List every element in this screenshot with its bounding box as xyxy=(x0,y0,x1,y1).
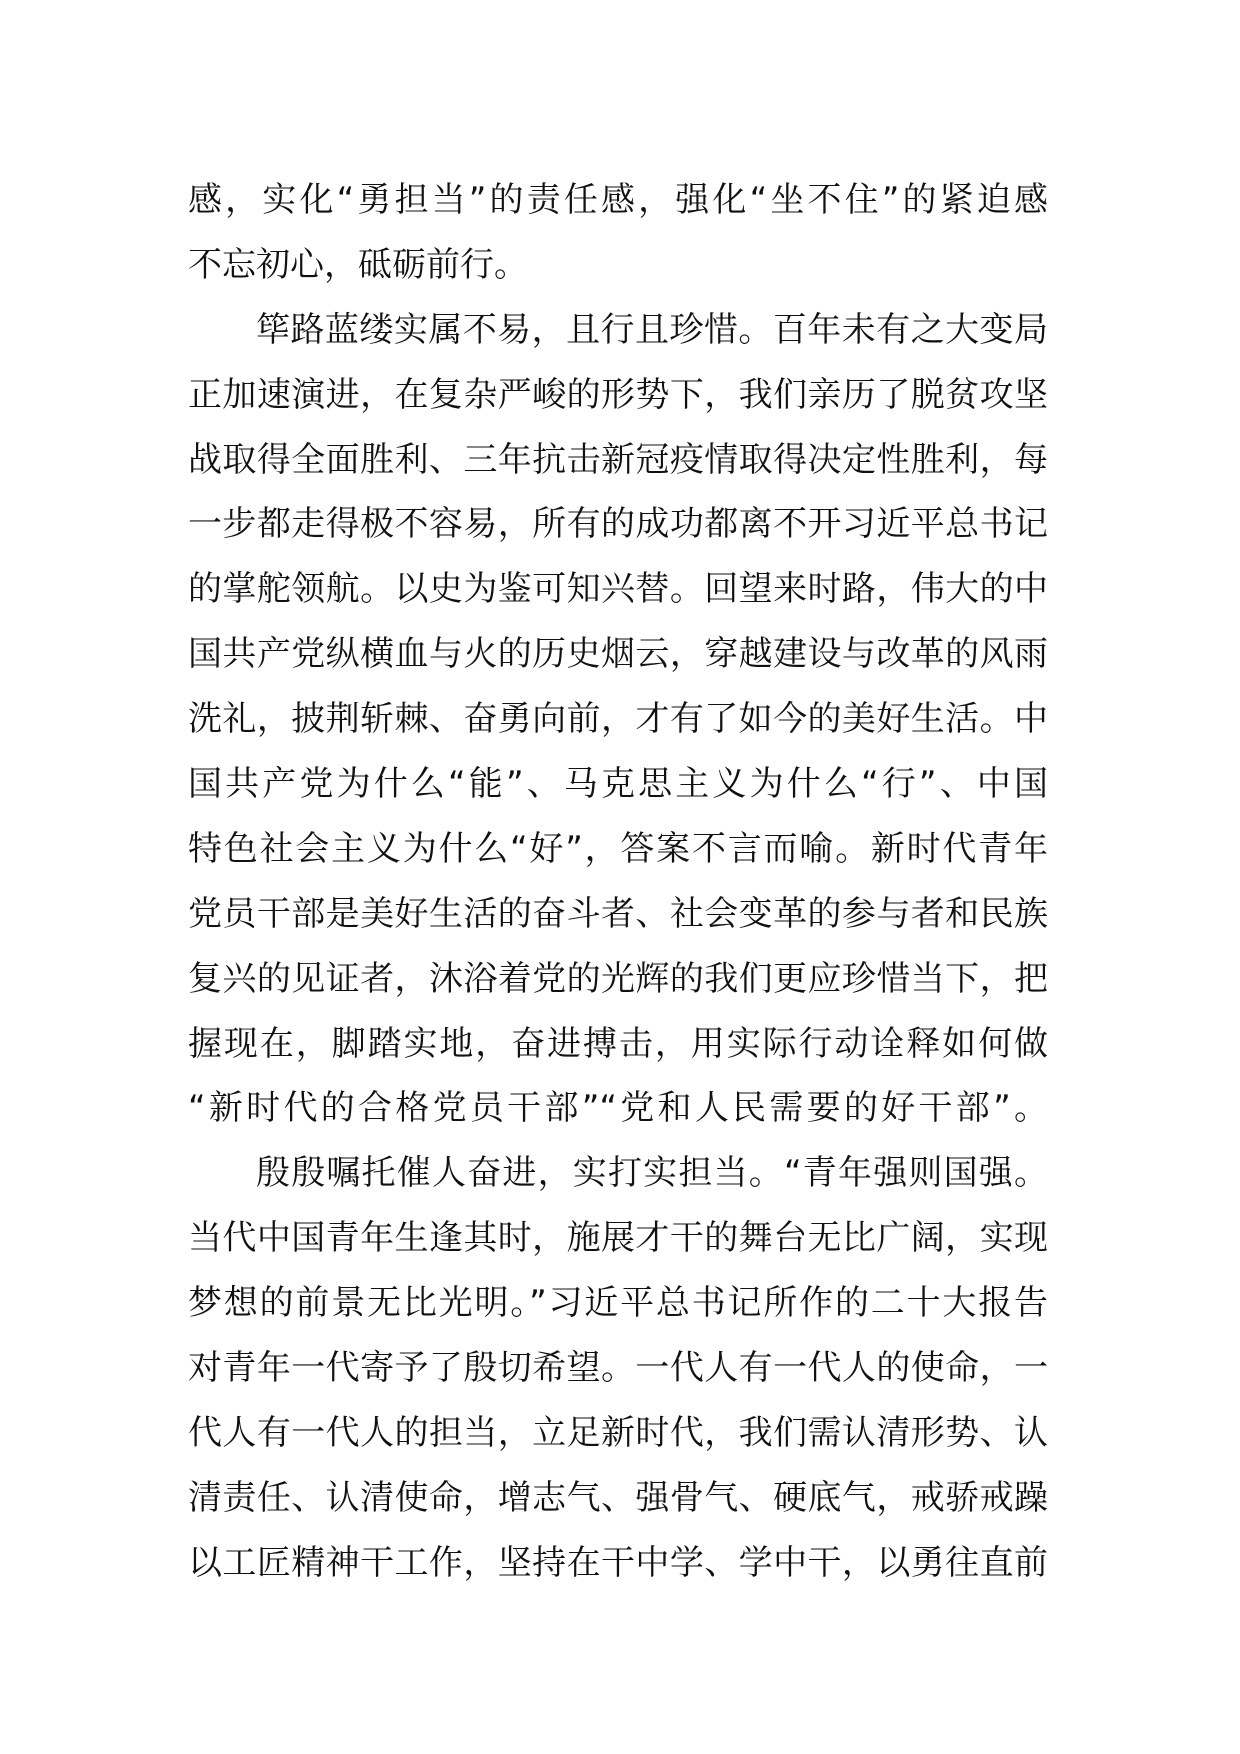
text-line: 不忘初心，砥砺前行。 xyxy=(188,244,528,285)
text-line: “新时代的合格党员干部”“党和人民需要的好干部”。 xyxy=(188,1088,1048,1129)
text-line: 国共产党为什么“能”、马克思主义为什么“行”、中国 xyxy=(188,764,1048,805)
document-body xyxy=(188,168,1048,1596)
text-line: 复兴的见证者，沐浴着党的光辉的我们更应珍惜当下，把 xyxy=(188,958,1048,999)
text-line: 梦想的前景无比光明。”习近平总书记所作的二十大报告 xyxy=(188,1283,1048,1324)
text-line: 以工匠精神干工作，坚持在干中学、学中干，以勇往直前 xyxy=(188,1542,1048,1583)
text-line: 洗礼，披荆斩棘、奋勇向前，才有了如今的美好生活。中 xyxy=(188,699,1048,740)
text-line: 当代中国青年生逢其时，施展才干的舞台无比广阔，实现 xyxy=(188,1218,1048,1259)
text-line: 对青年一代寄予了殷切希望。一代人有一代人的使命，一 xyxy=(188,1348,1048,1389)
text-line: 的掌舵领航。以史为鉴可知兴替。回望来时路，伟大的中 xyxy=(188,569,1048,610)
text-line: 握现在，脚踏实地，奋进搏击，用实际行动诠释如何做 xyxy=(188,1023,1048,1064)
text-line: 特色社会主义为什么“好”，答案不言而喻。新时代青年 xyxy=(188,828,1048,869)
text-line: 正加速演进，在复杂严峻的形势下，我们亲历了脱贫攻坚 xyxy=(188,374,1048,415)
text-line: 代人有一代人的担当，立足新时代，我们需认清形势、认 xyxy=(188,1412,1048,1453)
text-line: 一步都走得极不容易，所有的成功都离不开习近平总书记 xyxy=(188,504,1048,545)
text-line: 党员干部是美好生活的奋斗者、社会变革的参与者和民族 xyxy=(188,893,1048,934)
paragraph-first-line: 殷殷嘱托催人奋进，实打实担当。“青年强则国强。 xyxy=(256,1153,1048,1194)
paragraph-first-line: 筚路蓝缕实属不易，且行且珍惜。百年未有之大变局 xyxy=(256,309,1048,350)
text-line: 国共产党纵横血与火的历史烟云，穿越建设与改革的风雨 xyxy=(188,634,1048,675)
text-line: 感，实化“勇担当”的责任感，强化“坐不住”的紧迫感 xyxy=(188,180,1048,220)
text-line: 战取得全面胜利、三年抗击新冠疫情取得决定性胜利，每 xyxy=(188,439,1048,480)
text-line: 清责任、认清使命，增志气、强骨气、硬底气，戒骄戒躁 xyxy=(188,1477,1048,1518)
